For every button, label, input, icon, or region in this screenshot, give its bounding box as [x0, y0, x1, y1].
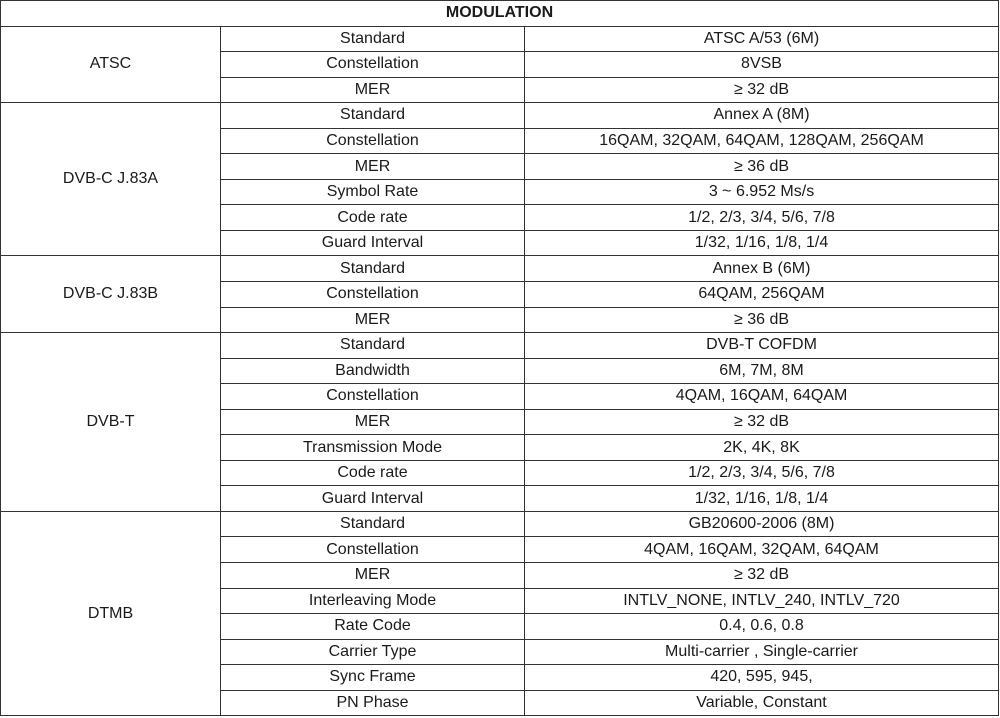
parameter-cell: Interleaving Mode [221, 588, 525, 614]
table-row [1, 26, 999, 52]
modulation-group-cell: ATSC [1, 26, 221, 103]
value-cell: 64QAM, 256QAM [525, 282, 999, 308]
value-cell: 4QAM, 16QAM, 32QAM, 64QAM [525, 537, 999, 563]
value-cell: 2K, 4K, 8K [525, 435, 999, 461]
parameter-cell: Code rate [221, 460, 525, 486]
modulation-group-cell: DTMB [1, 511, 221, 715]
parameter-cell: Standard [221, 103, 525, 129]
value-cell: Annex A (8M) [525, 103, 999, 129]
parameter-cell: Standard [221, 511, 525, 537]
value-cell: 4QAM, 16QAM, 64QAM [525, 384, 999, 410]
parameter-cell: Carrier Type [221, 639, 525, 665]
parameter-cell: Sync Frame [221, 665, 525, 691]
modulation-group-cell: DVB-C J.83B [1, 256, 221, 333]
value-cell: Multi-carrier , Single-carrier [525, 639, 999, 665]
spec-table-body [1, 26, 999, 716]
value-cell: 420, 595, 945, [525, 665, 999, 691]
parameter-cell: MER [221, 77, 525, 103]
parameter-cell: Rate Code [221, 614, 525, 640]
value-cell: ≥ 36 dB [525, 307, 999, 333]
modulation-group-cell: DVB-T [1, 333, 221, 512]
value-cell: Annex B (6M) [525, 256, 999, 282]
parameter-cell: Guard Interval [221, 486, 525, 512]
parameter-cell: PN Phase [221, 690, 525, 716]
value-cell: 3 ~ 6.952 Ms/s [525, 179, 999, 205]
parameter-cell: Guard Interval [221, 230, 525, 256]
value-cell: Variable, Constant [525, 690, 999, 716]
parameter-cell: Constellation [221, 384, 525, 410]
value-cell: DVB-T COFDM [525, 333, 999, 359]
value-cell: 6M, 7M, 8M [525, 358, 999, 384]
value-cell: ≥ 36 dB [525, 154, 999, 180]
parameter-cell: Transmission Mode [221, 435, 525, 461]
value-cell: 0.4, 0.6, 0.8 [525, 614, 999, 640]
parameter-cell: Standard [221, 256, 525, 282]
parameter-cell: Constellation [221, 282, 525, 308]
value-cell: INTLV_NONE, INTLV_240, INTLV_720 [525, 588, 999, 614]
parameter-cell: Constellation [221, 128, 525, 154]
value-cell: ≥ 32 dB [525, 563, 999, 589]
table-title: MODULATION [1, 1, 999, 27]
table-row [1, 256, 999, 282]
table-row [1, 511, 999, 537]
parameter-cell: MER [221, 154, 525, 180]
value-cell: ≥ 32 dB [525, 409, 999, 435]
table-row [1, 333, 999, 359]
value-cell: GB20600-2006 (8M) [525, 511, 999, 537]
value-cell: 16QAM, 32QAM, 64QAM, 128QAM, 256QAM [525, 128, 999, 154]
value-cell: 8VSB [525, 52, 999, 78]
value-cell: 1/32, 1/16, 1/8, 1/4 [525, 486, 999, 512]
value-cell: 1/2, 2/3, 3/4, 5/6, 7/8 [525, 205, 999, 231]
table-row [1, 103, 999, 129]
parameter-cell: Constellation [221, 52, 525, 78]
parameter-cell: MER [221, 307, 525, 333]
parameter-cell: Standard [221, 333, 525, 359]
value-cell: 1/2, 2/3, 3/4, 5/6, 7/8 [525, 460, 999, 486]
value-cell: ATSC A/53 (6M) [525, 26, 999, 52]
parameter-cell: Standard [221, 26, 525, 52]
parameter-cell: MER [221, 409, 525, 435]
parameter-cell: Code rate [221, 205, 525, 231]
parameter-cell: Bandwidth [221, 358, 525, 384]
parameter-cell: Constellation [221, 537, 525, 563]
parameter-cell: Symbol Rate [221, 179, 525, 205]
value-cell: ≥ 32 dB [525, 77, 999, 103]
parameter-cell: MER [221, 563, 525, 589]
value-cell: 1/32, 1/16, 1/8, 1/4 [525, 230, 999, 256]
modulation-group-cell: DVB-C J.83A [1, 103, 221, 256]
